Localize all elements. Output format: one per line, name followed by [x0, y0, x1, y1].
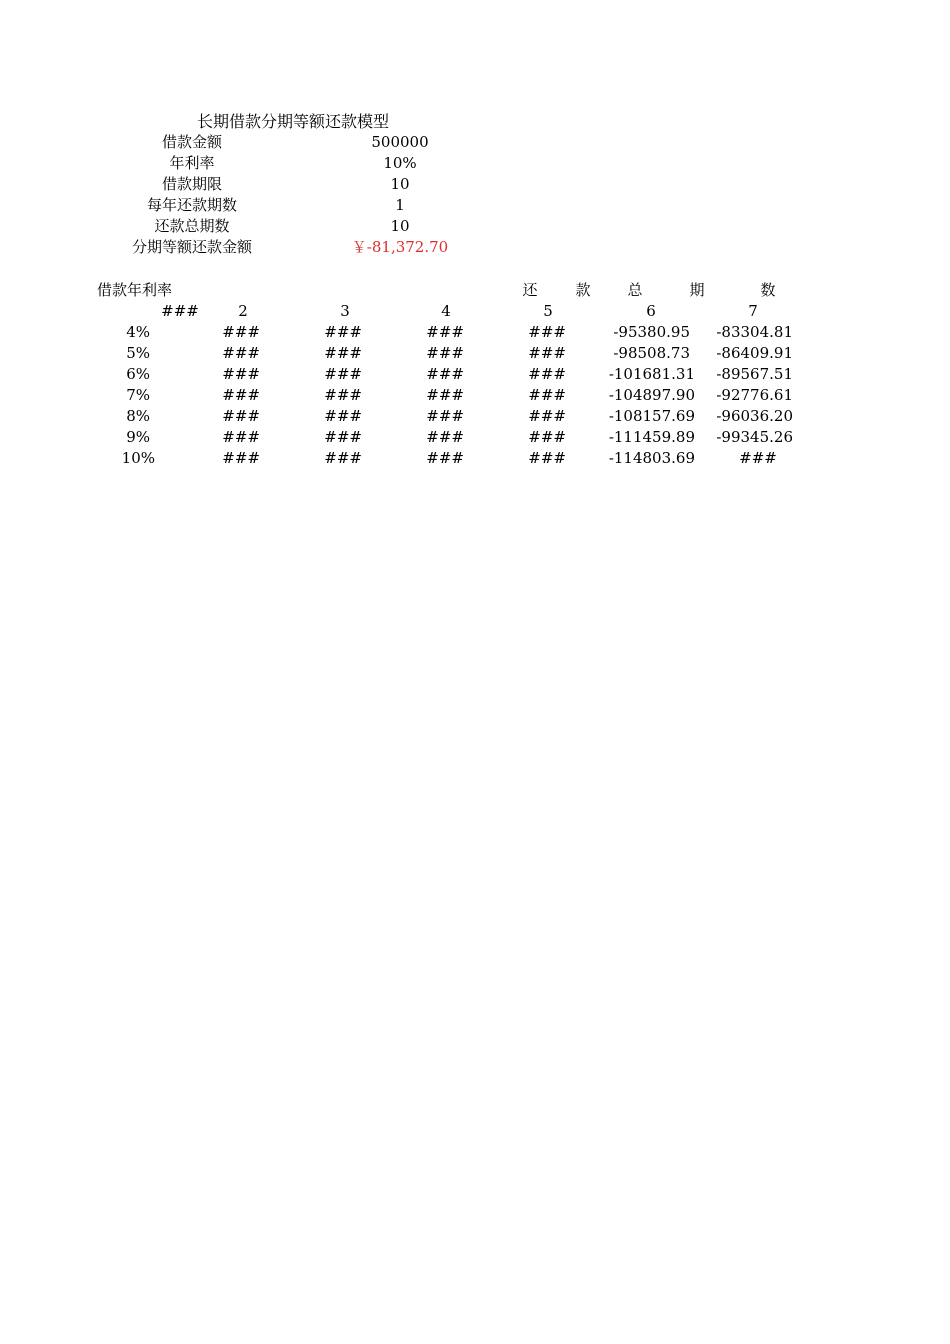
table-cell: ###: [222, 386, 260, 404]
table-col-header-char: 款: [575, 281, 591, 299]
table-cell: -111459.89: [608, 428, 695, 446]
table-cell: ###: [528, 386, 566, 404]
table-col-header-char: 数: [760, 281, 776, 299]
table-cell: -99345.26: [716, 428, 793, 446]
table-cell: ###: [324, 407, 362, 425]
table-col-number: 7: [748, 302, 758, 320]
table-row-rate: 6%: [126, 365, 150, 383]
table-cell: -101681.31: [608, 365, 695, 383]
param-value-installment[interactable]: ￥-81,372.70: [351, 238, 449, 256]
table-row-rate: 5%: [126, 344, 150, 362]
param-label-annual-rate: 年利率: [169, 154, 215, 172]
param-label-payments-per-year: 每年还款期数: [146, 196, 238, 214]
table-cell: -83304.81: [716, 323, 793, 341]
table-cell: -104897.90: [608, 386, 695, 404]
table-cell: -98508.73: [613, 344, 690, 362]
model-title: 长期借款分期等额还款模型: [196, 112, 390, 131]
table-row-rate: 4%: [126, 323, 150, 341]
param-label-loan-amount: 借款金额: [161, 133, 223, 151]
table-cell: ###: [426, 449, 464, 467]
table-cell: ###: [426, 386, 464, 404]
param-value-total-periods[interactable]: 10: [390, 217, 410, 235]
table-cell: ###: [324, 428, 362, 446]
table-cell: ###: [324, 323, 362, 341]
table-cell: ###: [324, 344, 362, 362]
table-cell: ###: [426, 323, 464, 341]
table-col-number: 6: [646, 302, 656, 320]
table-cell: ###: [528, 449, 566, 467]
param-label-total-periods: 还款总期数: [154, 217, 230, 235]
table-cell: ###: [324, 365, 362, 383]
param-value-payments-per-year[interactable]: 1: [395, 196, 405, 214]
table-cell: -114803.69: [608, 449, 695, 467]
table-cell: ###: [739, 449, 777, 467]
table-cell: -96036.20: [716, 407, 793, 425]
param-value-annual-rate[interactable]: 10%: [383, 154, 417, 172]
table-cell: -95380.95: [613, 323, 690, 341]
table-col-header-char: 总: [627, 281, 643, 299]
table-cell: ###: [222, 323, 260, 341]
table-cell: ###: [528, 428, 566, 446]
table-cell: -108157.69: [608, 407, 695, 425]
table-cell: ###: [222, 344, 260, 362]
table-col-number: 4: [441, 302, 451, 320]
table-row-rate: 9%: [126, 428, 150, 446]
table-cell: ###: [222, 449, 260, 467]
table-cell: ###: [426, 428, 464, 446]
table-row-header-label: 借款年利率: [97, 281, 173, 299]
table-col-number: 2: [238, 302, 248, 320]
table-cell: ###: [426, 407, 464, 425]
table-cell: ###: [324, 386, 362, 404]
table-cell: ###: [222, 407, 260, 425]
table-col-header-char: 期: [689, 281, 705, 299]
param-value-loan-amount[interactable]: 500000: [371, 133, 429, 151]
table-cell: ###: [528, 365, 566, 383]
param-value-loan-term[interactable]: 10: [390, 175, 410, 193]
table-cell: ###: [426, 344, 464, 362]
table-row-rate: 8%: [126, 407, 150, 425]
table-col-header-char: 还: [522, 281, 538, 299]
table-row-rate: 7%: [126, 386, 150, 404]
table-cell: ###: [324, 449, 362, 467]
table-cell: ###: [528, 323, 566, 341]
table-col-number: ###: [161, 302, 199, 320]
table-cell: ###: [528, 407, 566, 425]
table-col-number: 5: [543, 302, 553, 320]
table-row-rate: 10%: [121, 449, 155, 467]
table-col-number: 3: [340, 302, 350, 320]
param-label-installment: 分期等额还款金额: [131, 238, 253, 256]
table-cell: ###: [528, 344, 566, 362]
table-cell: ###: [222, 428, 260, 446]
table-cell: -89567.51: [716, 365, 793, 383]
param-label-loan-term: 借款期限: [161, 175, 223, 193]
table-cell: -92776.61: [716, 386, 793, 404]
table-cell: ###: [222, 365, 260, 383]
table-cell: -86409.91: [716, 344, 793, 362]
table-cell: ###: [426, 365, 464, 383]
